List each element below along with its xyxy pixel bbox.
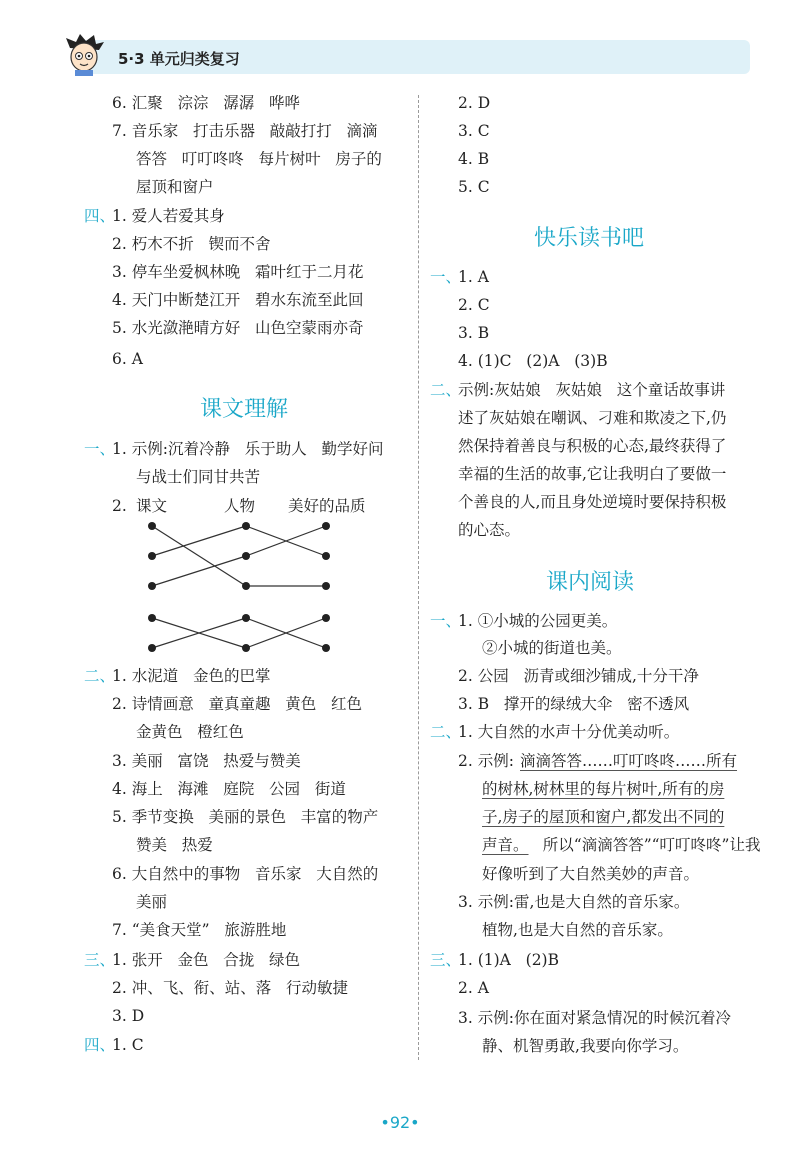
- answer-line: 1. 大自然的水声十分优美动听。: [458, 723, 680, 741]
- page-number: •92•: [380, 1113, 420, 1132]
- section-title: 课文理解: [200, 397, 289, 422]
- answer-line: 1. 爱人若爱其身: [112, 207, 225, 225]
- answer-line: 赞美 热爱: [136, 836, 213, 854]
- section-title: 快乐读书吧: [534, 226, 645, 251]
- answer-line: 4. 海上 海滩 庭院 公园 街道: [112, 780, 346, 798]
- answer-line: 3. 示例:你在面对紧急情况的时候沉着冷: [458, 1009, 731, 1027]
- underlined-line: 子,房子的屋顶和窗户,都发出不同的: [482, 808, 725, 826]
- answer-line: 2. 公园 沥青或细沙铺成,十分干净: [458, 667, 699, 685]
- answer-line: 3. C: [458, 122, 490, 140]
- answer-line: 与战士们同甘共苦: [136, 468, 261, 486]
- section-title: 课内阅读: [546, 570, 635, 595]
- answer-line: 5. 水光潋滟晴方好 山色空蒙雨亦奇: [112, 319, 364, 337]
- matching-diagram: [130, 512, 360, 662]
- answer-line: 3. 示例:雷,也是大自然的音乐家。: [458, 893, 690, 911]
- answer-line: 1. A: [458, 268, 489, 286]
- answer-line: 示例:灰姑娘 灰姑娘 这个童话故事讲: [458, 381, 726, 399]
- answer-line: 答答 叮叮咚咚 每片树叶 房子的: [136, 150, 382, 168]
- answer-line: 屋顶和窗户: [136, 178, 214, 196]
- answer-line: 3. 美丽 富饶 热爱与赞美: [112, 752, 301, 770]
- answer-line: 述了灰姑娘在嘲讽、刁难和欺凌之下,仍: [458, 409, 727, 427]
- answer-line: 美丽: [136, 893, 168, 911]
- answer-line: 7. “美食天堂” 旅游胜地: [112, 921, 287, 939]
- header-title: 5·3 单元归类复习: [118, 50, 240, 68]
- answer-line: 1. C: [112, 1036, 144, 1054]
- answer-line: 2. 示例:: [458, 752, 514, 770]
- answer-line: 4. B: [458, 150, 490, 168]
- answer-line: 2. D: [458, 94, 491, 112]
- match-header: 课文: [136, 497, 168, 515]
- section-label: 二、: [430, 381, 462, 399]
- section-label: 一、: [430, 268, 462, 286]
- answer-line: 3. 停车坐爱枫林晚 霜叶红于二月花: [112, 263, 364, 281]
- section-label: 二、: [430, 723, 462, 741]
- mascot-icon: [62, 32, 106, 76]
- answer-line: 6. 汇聚 淙淙 潺潺 哗哗: [112, 94, 301, 112]
- answer-line: 1. 水泥道 金色的巴掌: [112, 667, 271, 685]
- underlined-line: 滴滴答答……叮叮咚咚……所有: [520, 752, 738, 770]
- answer-line: 2. 朽木不折 锲而不舍: [112, 235, 271, 253]
- answer-line: 3. B: [458, 324, 490, 342]
- answer-line: 3. B 撑开的绿绒大伞 密不透风: [458, 695, 690, 713]
- answer-line: 7. 音乐家 打击乐器 敲敲打打 滴滴: [112, 122, 378, 140]
- answer-line: 2. 冲、飞、衔、站、落 行动敏捷: [112, 979, 348, 997]
- underlined-line: 的树林,树林里的每片树叶,所有的房: [482, 780, 725, 798]
- section-label: 三、: [84, 951, 116, 969]
- column-divider: [418, 95, 419, 1060]
- answer-line: 3. D: [112, 1007, 145, 1025]
- answer-line: 1. 示例:沉着冷静 乐于助人 勤学好问: [112, 440, 384, 458]
- section-label: 四、: [84, 1036, 116, 1054]
- answer-line: 1. ①小城的公园更美。: [458, 612, 618, 630]
- answer-line: 好像听到了大自然美妙的声音。: [482, 865, 700, 883]
- answer-line: 4. 天门中断楚江开 碧水东流至此回: [112, 291, 364, 309]
- section-label: 一、: [430, 612, 462, 630]
- answer-line: 所以“滴滴答答”“叮叮咚咚”让我: [528, 836, 761, 854]
- section-label: 一、: [84, 440, 116, 458]
- underlined-line: 声音。: [482, 836, 529, 854]
- answer-line: 6. 大自然中的事物 音乐家 大自然的: [112, 865, 379, 883]
- answer-line: 1. 张开 金色 合拢 绿色: [112, 951, 301, 969]
- answer-line: 金黄色 橙红色: [136, 723, 244, 741]
- answer-line: 2. 诗情画意 童真童趣 黄色 红色: [112, 695, 363, 713]
- answer-line: 2. A: [458, 979, 489, 997]
- answer-line: 4. (1)C (2)A (3)B: [458, 352, 608, 370]
- section-label: 二、: [84, 667, 116, 685]
- answer-line: 静、机智勇敢,我要向你学习。: [482, 1037, 689, 1055]
- section-label: 三、: [430, 951, 462, 969]
- answer-line: 2. C: [458, 296, 490, 314]
- section-label: 四、: [84, 207, 116, 225]
- answer-line: 6. A: [112, 350, 143, 368]
- match-header: 美好的品质: [288, 497, 366, 515]
- answer-line: 1. (1)A (2)B: [458, 951, 559, 969]
- answer-line: 5. 季节变换 美丽的景色 丰富的物产: [112, 808, 379, 826]
- answer-line: 5. C: [458, 178, 490, 196]
- answer-line: 个善良的人,而且身处逆境时要保持积极: [458, 493, 727, 511]
- answer-line: 然保持着善良与积极的心态,最终获得了: [458, 437, 727, 455]
- answer-line: 幸福的生活的故事,它让我明白了要做一: [458, 465, 727, 483]
- answer-line: 的心态。: [458, 521, 521, 539]
- match-header: 人物: [224, 497, 256, 515]
- answer-line: 2.: [112, 497, 127, 515]
- answer-line: ②小城的街道也美。: [482, 639, 622, 657]
- answer-line: 植物,也是大自然的音乐家。: [482, 921, 673, 939]
